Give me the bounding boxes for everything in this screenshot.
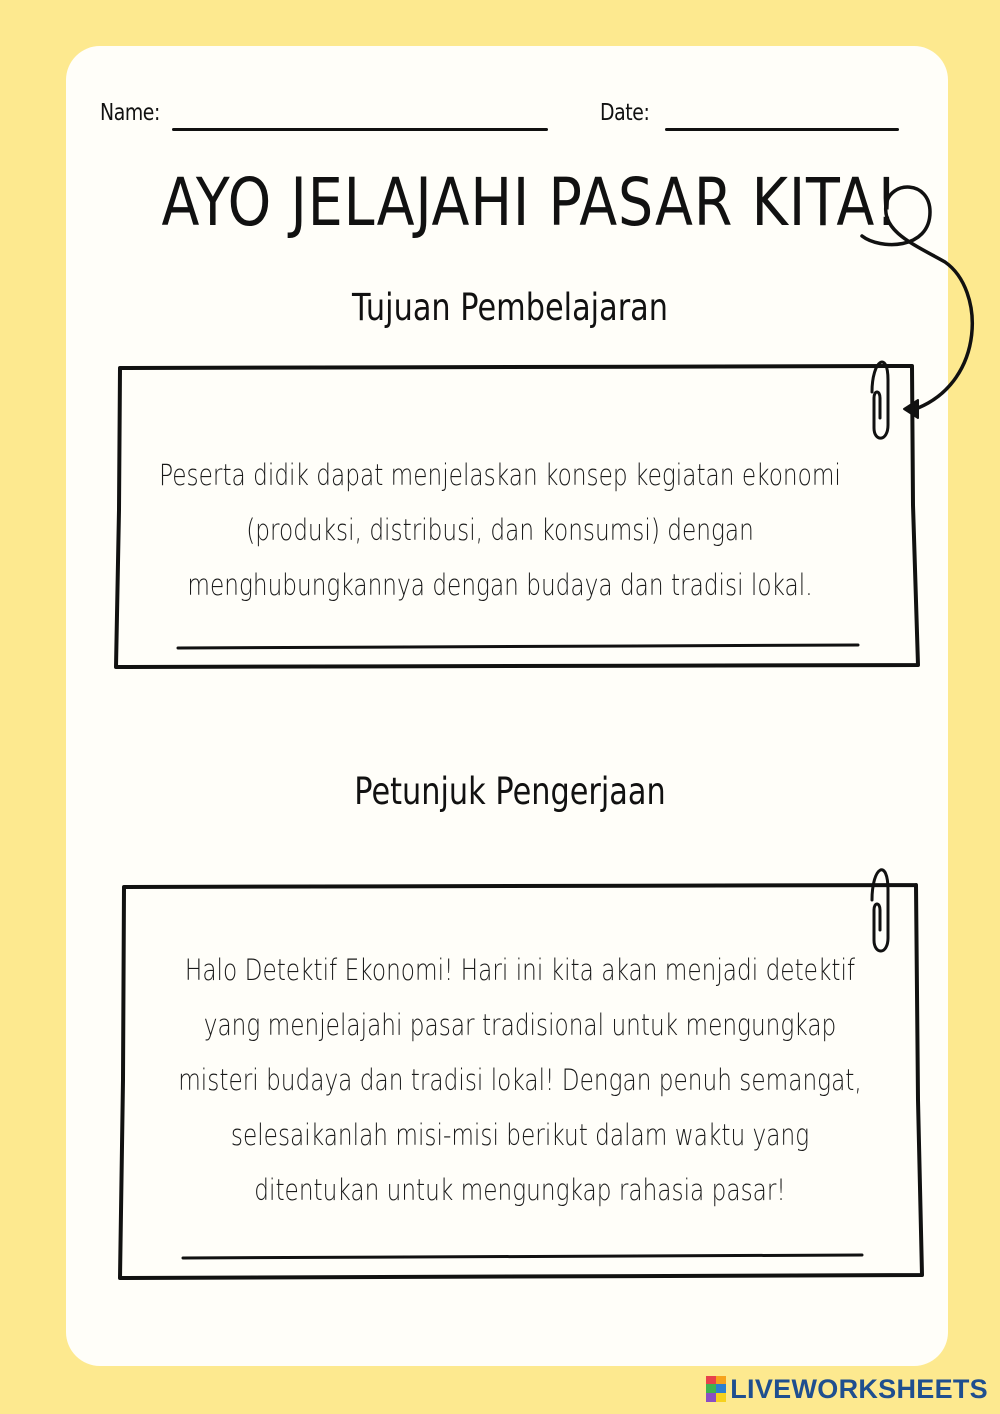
instruction-line: ditentukan untuk mengungkap rahasia pasar! [254,1173,786,1207]
date-field[interactable] [665,128,899,131]
objective-line: (produksi, distribusi, dan konsumsi) dengan [246,513,754,547]
liveworksheets-brand [706,1374,988,1404]
objective-box-underline [178,645,858,648]
name-field[interactable] [172,128,548,131]
objective-heading: Tujuan Pembelajaran [352,286,668,329]
objective-text [148,448,852,613]
instruction-box-underline [183,1255,862,1258]
objective-line: menghubungkannya dengan budaya dan tradisi lokal. [187,568,813,602]
objective-line: Peserta didik dapat menjelaskan konsep kegiatan ekonomi [159,458,841,492]
date-label: Date: [600,100,650,126]
liveworksheets-logo-icon [706,1376,726,1402]
instruction-heading: Petunjuk Pengerjaan [354,770,666,813]
paper-clip-icon [872,362,888,438]
brand-name: LIVEWORKSHEETS [730,1373,988,1404]
instruction-line: yang menjelajahi pasar tradisional untuk mengungkap [203,1008,837,1042]
paper-clip-icon [872,870,888,951]
instruction-text [152,943,888,1218]
instruction-line: selesaikanlah misi-misi berikut dalam waktu yang [230,1118,810,1152]
page-title: AYO JELAJAHI PASAR KITA! [161,164,899,241]
instruction-line: Halo Detektif Ekonomi! Hari ini kita akan menjadi detektif [184,953,856,987]
name-label: Name: [100,100,160,126]
instruction-line: misteri budaya dan tradisi lokal! Dengan penuh semangat, [178,1063,862,1097]
name-date-row [100,100,900,136]
